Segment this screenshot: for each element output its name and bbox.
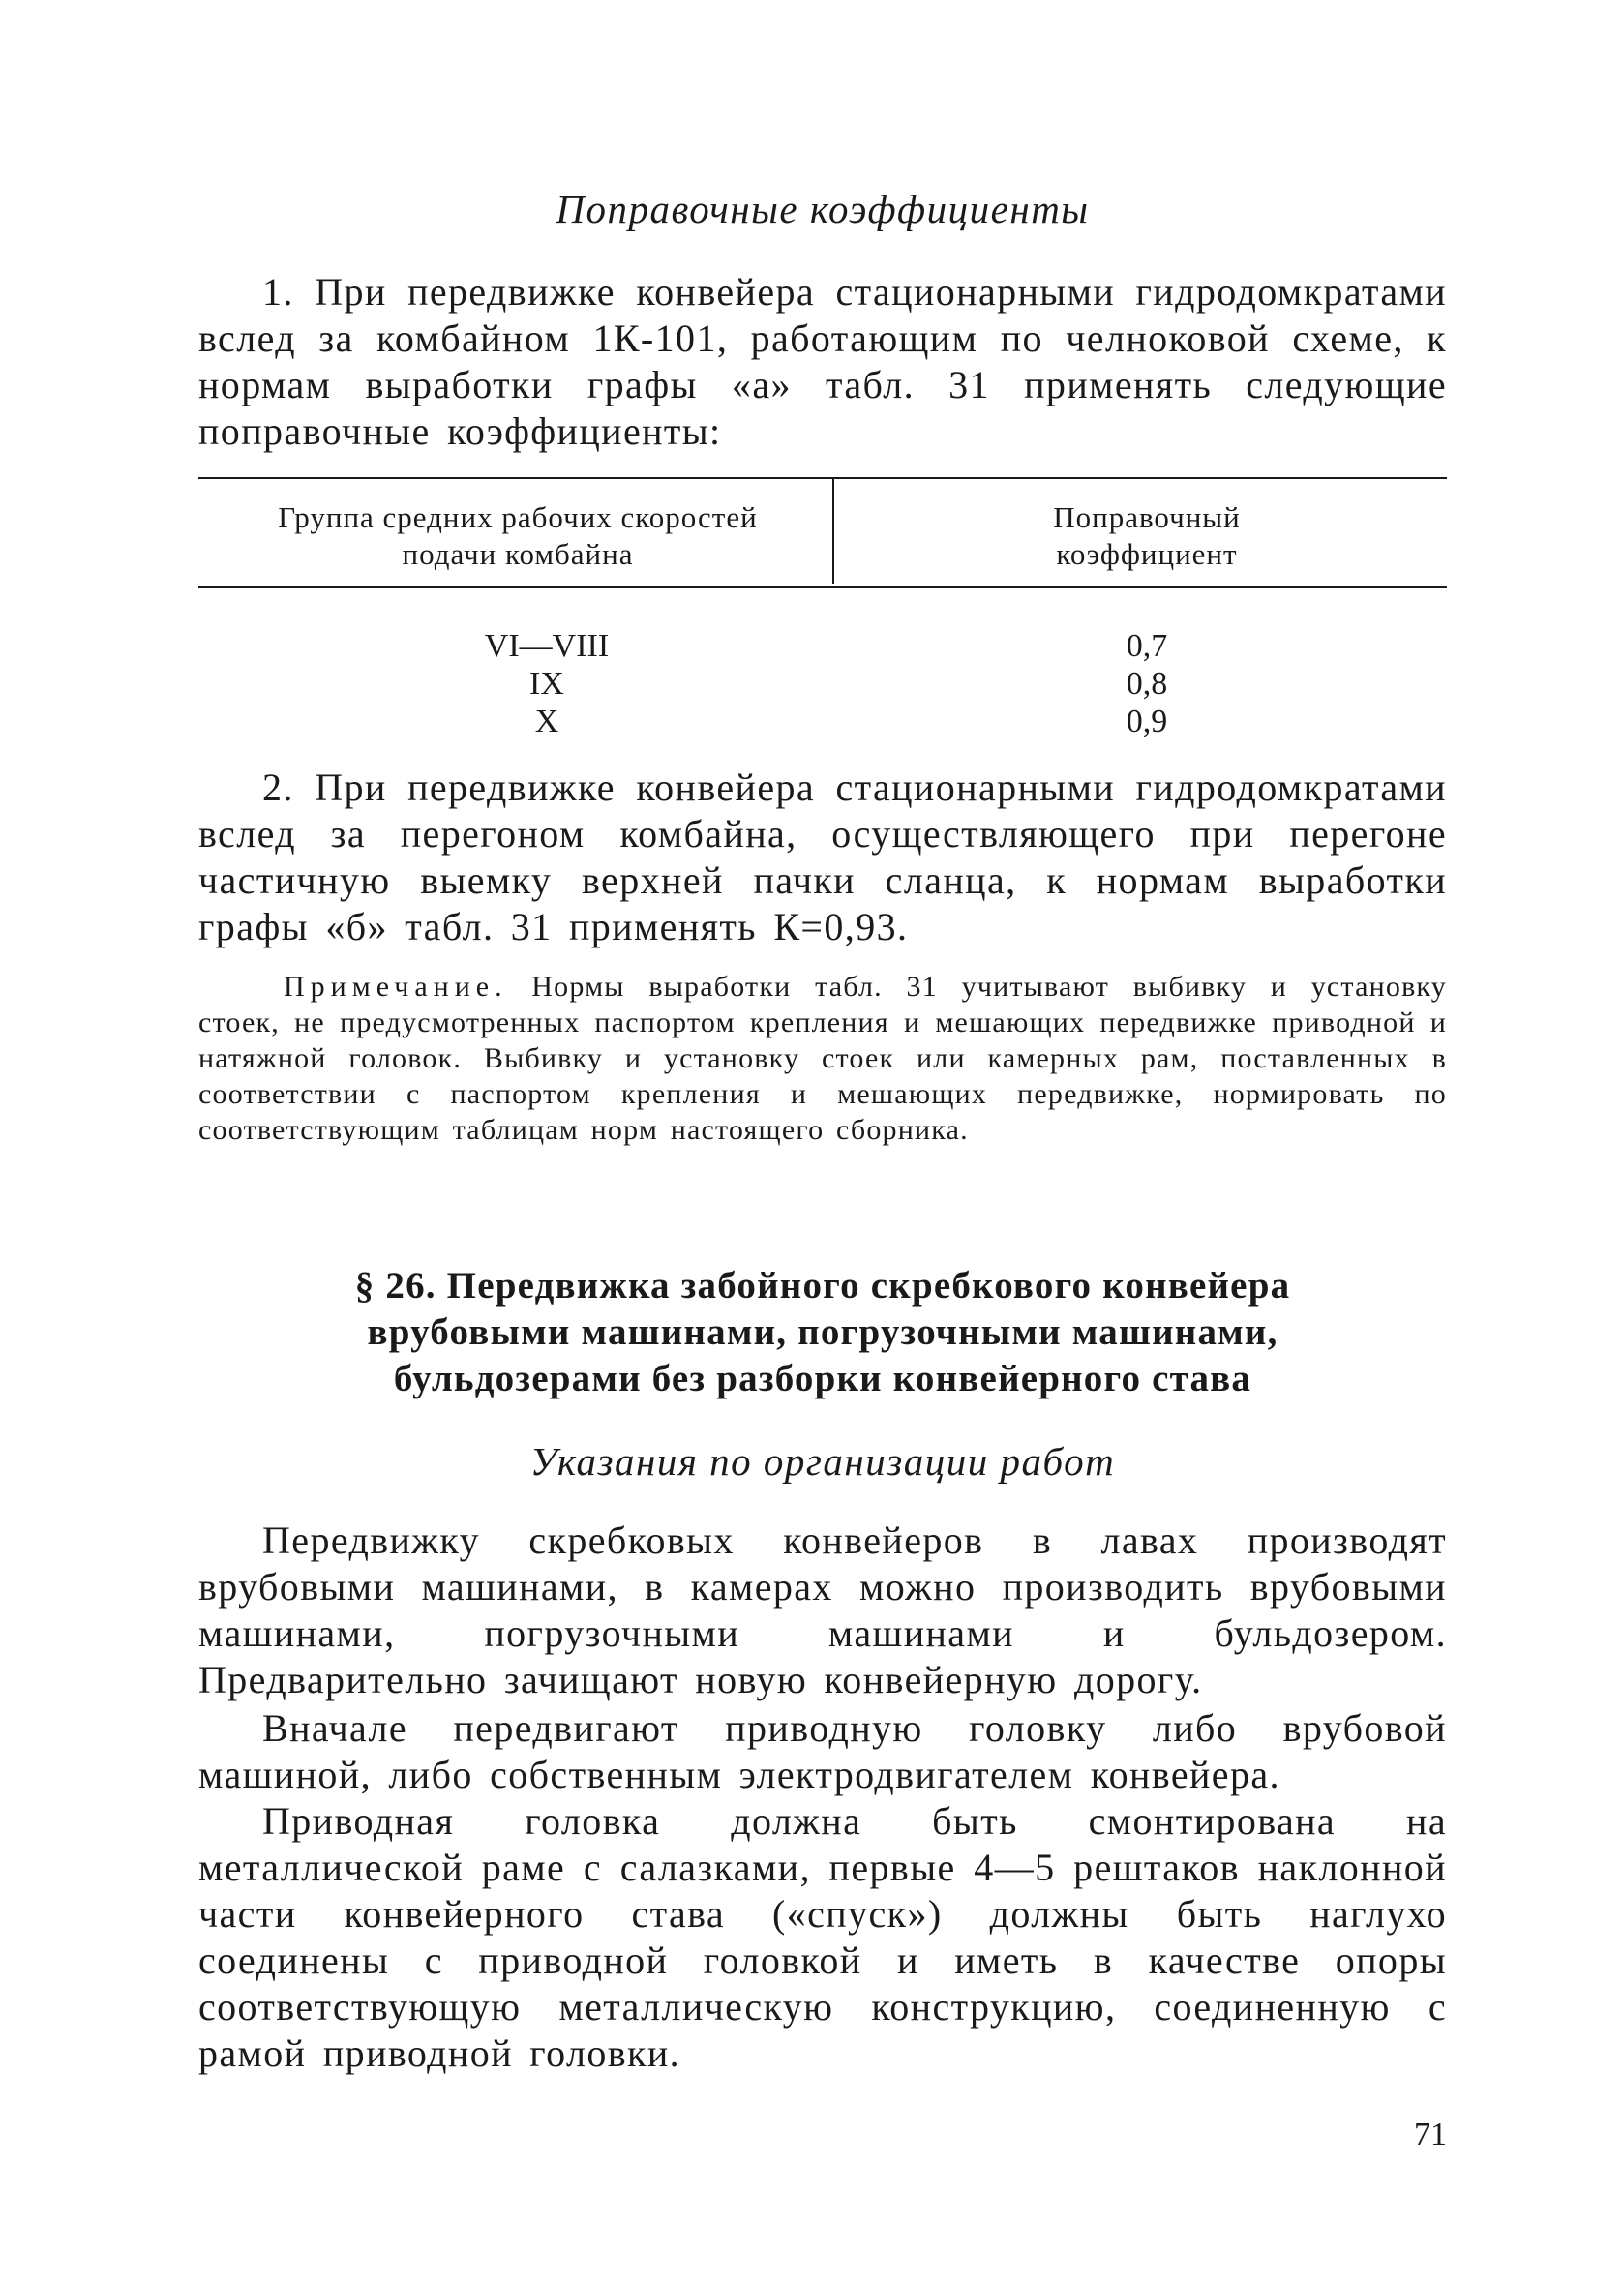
- note-text: Нормы выработки табл. 31 учитывают выбивку и установку стоек, не предусмотренных паспортом крепления и мешающих передвижке приводной и натяжной головок. Выбивку и установку стоек или камерных рам, поставленных в соответствии с паспортом крепления и мешающих передвижке, нормировать по соответствующим таблицам норм настоящего сборника.: [198, 971, 1447, 1146]
- table-cell-group: VI—VIII: [484, 628, 610, 664]
- table-column-coefficients: [1089, 627, 1205, 740]
- section-title-line: § 26. Передвижка забойного скребкового конвейера: [354, 1265, 1291, 1307]
- table-cell-coefficient: 0,9: [1126, 704, 1168, 739]
- paragraph-1-text: 1. При передвижке конвейера стационарными гидродомкратами вслед за комбайном 1К-101, работающим по челноковой схеме, к нормам выработки графы «а» табл. 31 применять следующие поправочные коэффициенты:: [198, 270, 1447, 453]
- heading-work-instructions: Указания по организации работ: [529, 1439, 1116, 1484]
- document-page: [198, 0, 1447, 2285]
- section-title-line: врубовыми машинами, погрузочными машинами,: [367, 1311, 1278, 1353]
- section-title: [198, 1263, 1447, 1402]
- paragraph-4-text: Вначале передвигают приводную головку либо врубовой машиной, либо собственным электродвигателем конвейера.: [198, 1706, 1447, 1796]
- table-column-divider: [832, 479, 834, 584]
- table-header-rule: [198, 586, 1447, 588]
- paragraph-2: [198, 765, 1447, 950]
- note-label: Примечание.: [284, 971, 508, 1003]
- table-header-coefficient: Поправочный коэффициент: [1053, 500, 1241, 571]
- section-title-line: бульдозерами без разборки конвейерного става: [393, 1358, 1252, 1399]
- table-cell-coefficient: 0,8: [1126, 666, 1168, 702]
- note: [198, 969, 1447, 1148]
- table-cell-group: IX: [529, 666, 564, 702]
- paragraph-5-text: Приводная головка должна быть смонтирована на металлической раме с салазками, первые 4—5 рештаков наклонной части конвейерного става («спуск») должны быть наглухо соединены с приводной головкой и иметь в качестве опоры соответствующую металлическую конструкцию, соединенную с рамой приводной головки.: [198, 1799, 1447, 2075]
- paragraph-3-text: Передвижку скребковых конвейеров в лавах производят врубовыми машинами, в камерах можно производить врубовыми машинами, погрузочными машинами и бульдозером. Предварительно зачищают новую конвейерную дорогу.: [198, 1518, 1447, 1701]
- page-number: 71: [1414, 2117, 1447, 2152]
- table-top-rule: [198, 477, 1447, 479]
- paragraph-4: [198, 1705, 1447, 1798]
- table-header-speed-group: Группа средних рабочих скоростей подачи комбайна: [278, 500, 758, 571]
- table-column-groups: [392, 627, 702, 740]
- heading-correction-coefficients: Поправочные коэффициенты: [556, 187, 1090, 231]
- paragraph-1: [198, 269, 1447, 455]
- paragraph-3: [198, 1518, 1447, 1703]
- paragraph-5: [198, 1798, 1447, 2077]
- table-cell-group: X: [534, 704, 559, 739]
- paragraph-2-text: 2. При передвижке конвейера стационарными гидродомкратами вслед за перегоном комбайна, осуществляющего при перегоне частичную выемку верхней пачки сланца, к нормам выработки графы «б» табл. 31 применять К=0,93.: [198, 766, 1447, 948]
- table-cell-coefficient: 0,7: [1126, 628, 1168, 664]
